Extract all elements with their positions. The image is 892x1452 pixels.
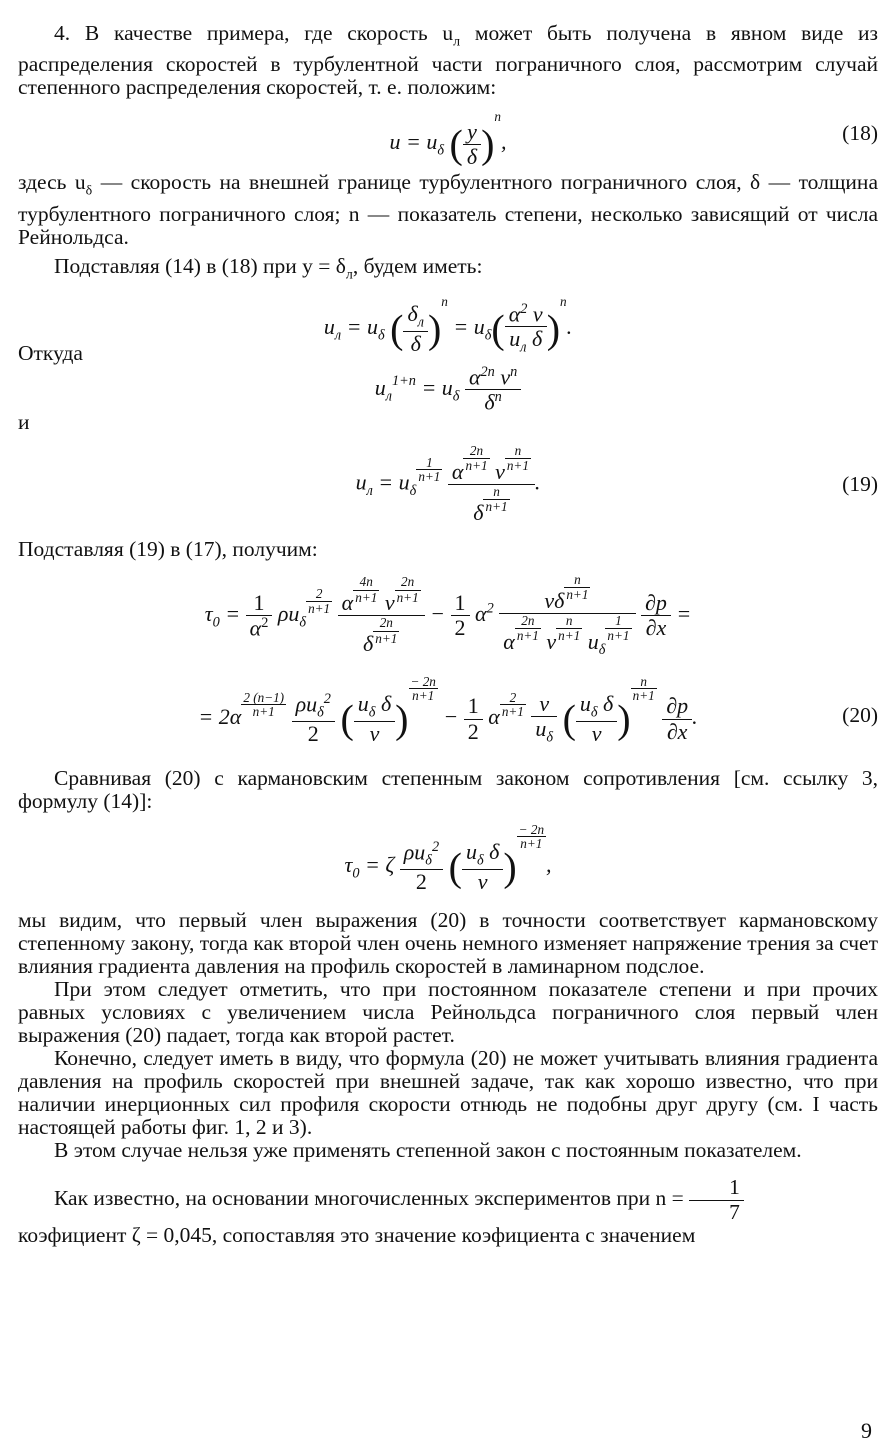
equation-substitution: $u_л = u_\delta$ ( $\frac{\delta_л}{\delta}$ )$^n = u_\delta$( $\frac{\alpha^2 \nu}{u_л \delta}$ )$^n$. <box>323 293 573 356</box>
paragraph-9: При этом следует отметить, что при постоянном показателе степени и при прочих равных условиях с увеличением числа Рейнольдса пограничного слоя первый член выражения (20) падает, тогда как второй растет. <box>18 976 878 1047</box>
equation-karman: $\tau_0 = \zeta$ $\frac{\rho u_\delta^2}{2}$ ( $\frac{u_\delta \delta}{\nu}$ ) $\frac{- 2n}{n+1}$ , <box>344 821 552 895</box>
paragraph-7: Сравнивая (20) с кармановским степенным законом сопротивления [см. ссылку 3, формулу (14)]: <box>18 765 878 813</box>
page-number: 9 <box>861 1418 872 1443</box>
paragraph-2: здесь $u_\delta$ — скорость на внешней границе турбулентного пограничного слоя, δ — толщина турбулентного пограничного слоя; n — показатель степени, несколько зависящий от числа Рейнольдса. <box>18 170 878 249</box>
paragraph-12-start: Как известно, на основании многочисленных экспериментов при n = <box>54 1185 684 1210</box>
paragraph-4: Откуда <box>18 340 83 365</box>
page-body <box>18 14 878 1247</box>
paragraph-6: Подставляя (19) в (17), получим: <box>18 536 318 561</box>
paragraph-11: В этом случае нельзя уже применять степенной закон с постоянным показателем. <box>54 1137 802 1162</box>
paragraph-1: 4. В качестве примера, где скорость $u_л$ может быть получена в явном виде из распределения скоростей в турбулентной части пограничного слоя, рассмотрим случай степенного распределения скоростей, т. е. положим: <box>18 21 878 100</box>
paragraph-3: Подставляя (14) в (18) при $y = \delta_л$, будем иметь: <box>54 253 483 282</box>
paragraph-5: и <box>18 409 30 434</box>
equation-number-19: (19) <box>842 471 878 496</box>
equation-intermediate: $u_л^{1+n} = u_\delta$ $\frac{\alpha^{2n} \nu^n}{\delta^n}$ <box>18 365 878 419</box>
equation-number-20: (20) <box>842 702 878 727</box>
paragraph-10: Конечно, следует иметь в виду, что формула (20) не может учитывать влияния градиента давления на профиль скоростей при внешней задаче, так как хорошо известно, что при наличии инерционных сил профиля скорости отнюдь не подобны друг другу (см. I часть настоящей работы фиг. 1, 2 и 3). <box>18 1045 878 1139</box>
paragraph-12-continuation: коэфициент ζ = 0,045, сопоставляя это значение коэфициента с значением <box>18 1223 696 1248</box>
equation-20-line-1: $\tau_0$ = $\frac{1}{\alpha^2}$ $\rho u_\delta$ $\frac{2}{n+1}$ α $\frac{4n}{n+1}$ ν $\frac{2n}{n+1}$ δ $\frac{2n}{n+1}$ − $\frac{1}{2}$ $\alpha^2$ νδ $\frac{n}{n+1}$ α $\frac{2n}{n+1}$ ν $\frac{n}{n+1}$ $u_\delta$ $\frac{1}{n+1}$ $\frac{\partial p}{\partial x}$ = <box>204 571 692 659</box>
equation-number-18: (18) <box>842 121 878 146</box>
equation-19: $u_л = u_\delta$ $\frac{1}{n+1}$ α $\frac{2n}{n+1}$ ν $\frac{n}{n+1}$ δ $\frac{n}{n+1}$ . (19) <box>355 442 878 525</box>
equation-20-line-2: = 2α $\frac{2 (n-1)}{n+1}$ $\frac{\rho u_\delta^2}{2}$ ( $\frac{u_\delta \delta}{\nu}$ ) $\frac{- 2n}{n+1}$ − $\frac{1}{2}$ α $\frac{2}{n+1}$ $\frac{\nu}{u_\delta}$ ( $\frac{u_\delta \delta}{\nu}$ ) $\frac{n}{n+1}$ $\frac{\partial p}{\partial x}$ . (20) <box>198 673 878 747</box>
equation-18: $u = u_\delta$ ( $\frac{y}{\delta}$ )$^n$, (18) <box>389 109 878 169</box>
paragraph-12: Как известно, на основании многочисленных экспериментов при n = $\frac{1}{7}$ <box>18 1176 878 1224</box>
paragraph-8: мы видим, что первый член выражения (20) в точности соответствует кармановскому степенному закону, тогда как второй член очень немного изменяет напряжение трения за счет влияния градиента давления на профиль скоростей в ламинарном подслое. <box>18 907 878 978</box>
